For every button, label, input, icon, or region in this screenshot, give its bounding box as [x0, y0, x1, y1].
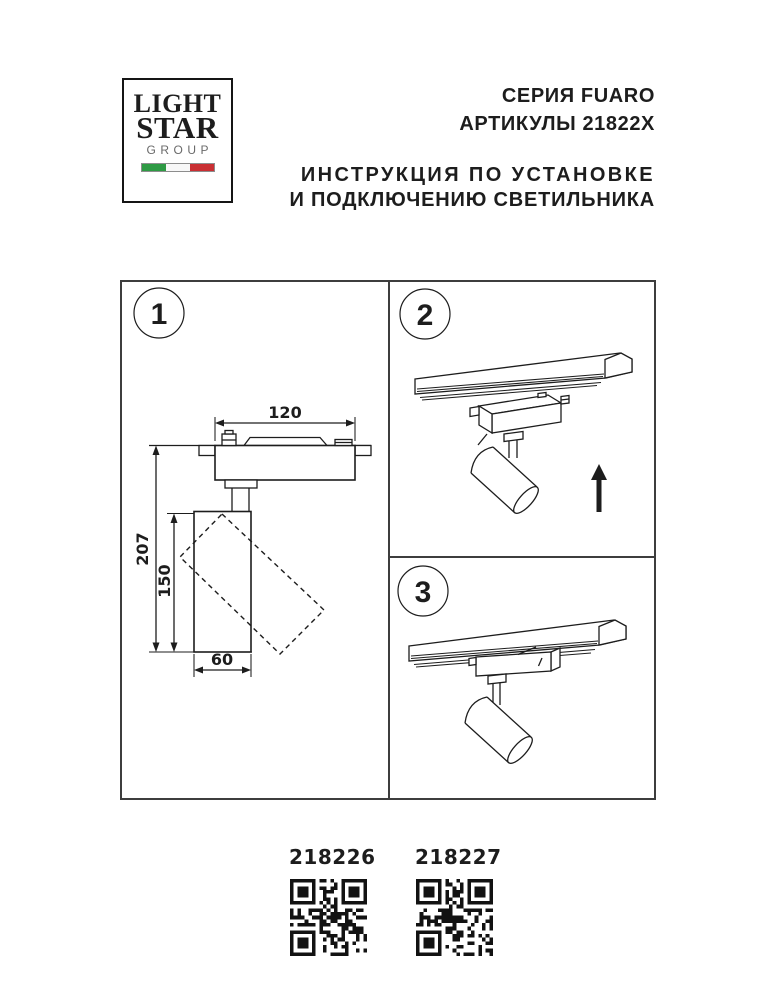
stem-collar-3d	[504, 432, 523, 442]
track-rail	[415, 353, 632, 400]
stem	[232, 488, 249, 511]
instruction-title-line1: ИНСТРУКЦИЯ ПО УСТАНОВКЕ	[300, 164, 655, 186]
rail-end-cap	[605, 353, 632, 378]
flag-red-segment	[190, 164, 214, 171]
flag-green-segment	[142, 164, 166, 171]
dim-track-width-label: 120	[268, 403, 302, 422]
articles-title: АРТИКУЛЫ 21822X	[459, 113, 655, 135]
track-clip-right	[355, 446, 371, 456]
track-adapter-3d	[469, 647, 560, 676]
header	[289, 82, 655, 213]
instruction-title-line2: И ПОДКЛЮЧЕНИЮ СВЕТИЛЬНИКА	[289, 189, 655, 211]
step-2-panel	[390, 282, 654, 558]
lightstar-logo	[122, 78, 233, 203]
stem-3d	[493, 683, 500, 705]
instruction-steps-grid	[120, 280, 656, 800]
series-title: СЕРИЯ FUARO	[501, 85, 655, 107]
spotlight-cylinder	[465, 697, 536, 767]
italy-flag	[141, 163, 215, 172]
rail-end-cap	[599, 620, 626, 645]
arrow-up-icon	[591, 464, 607, 512]
adapter-ridge	[244, 438, 327, 446]
stem-collar	[225, 480, 257, 488]
track-adapter	[215, 446, 355, 481]
mounted-drawing	[390, 558, 654, 796]
step-1-number: 1	[150, 298, 168, 331]
step-3-number: 3	[414, 576, 432, 609]
track-clip-left	[199, 446, 215, 456]
dim-body-width-label: 60	[210, 650, 234, 669]
article-code-1: 218226	[289, 845, 376, 869]
logo-group-text: GROUP	[146, 143, 213, 157]
step-1-panel	[122, 282, 390, 798]
qr-code-1	[290, 879, 367, 956]
step-2-number: 2	[416, 299, 434, 332]
dim-body-height-label: 150	[155, 564, 174, 598]
logo-star-text: STAR	[136, 110, 219, 145]
article-code-2: 218227	[415, 845, 502, 869]
dim-total-height-label: 207	[133, 532, 152, 566]
lock-lever	[478, 434, 487, 445]
stem-collar-3d	[488, 674, 506, 684]
logo-light-text: LIGHT	[133, 89, 222, 118]
qr-code-2	[416, 879, 493, 956]
step-3-panel	[390, 558, 654, 798]
flag-white-segment	[166, 164, 190, 171]
dimension-drawing	[122, 282, 388, 798]
mounting-drawing	[390, 282, 654, 556]
stem-3d	[509, 441, 517, 459]
spotlight-cylinder	[471, 447, 542, 517]
